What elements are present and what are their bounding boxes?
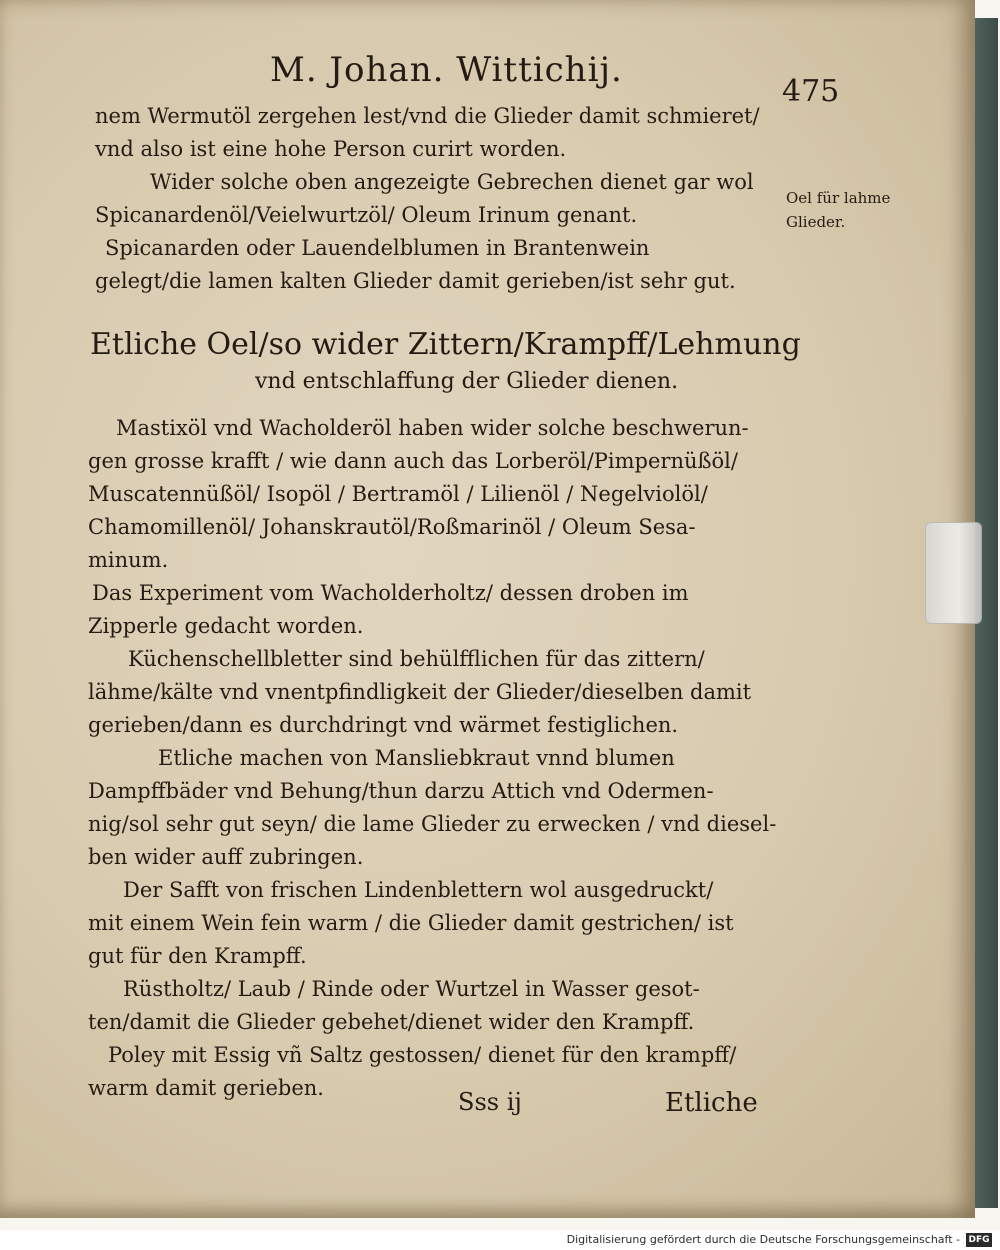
text-line: ten/damit die Glieder gebehet/dienet wider den Krampff.: [88, 1010, 695, 1034]
text-line: Chamomillenöl/ Johanskrautöl/Roßmarinöl / Oleum Sesa-: [88, 515, 696, 539]
text-line: gerieben/dann es durchdringt vnd wärmet festiglichen.: [88, 713, 679, 737]
text-line: Das Experiment vom Wacholderholtz/ dessen droben im: [92, 581, 689, 605]
text-line: Zipperle gedacht worden.: [88, 614, 364, 638]
paragraph-top: [95, 100, 775, 298]
running-head: M. Johan. Wittichij.: [270, 50, 623, 90]
text-line: Muscatennüßöl/ Isopöl / Bertramöl / Lilienöl / Negelviolöl/: [88, 482, 708, 506]
text-line: Spicanardenöl/Veielwurtzöl/ Oleum Irinum genant.: [95, 203, 638, 227]
margin-note-1: Oel für lahme: [786, 189, 891, 207]
paper-clip-tab: [925, 522, 982, 624]
text-line: Poley mit Essig vñ Saltz gestossen/ dienet für den krampff/: [108, 1043, 737, 1067]
text-line: Rüstholtz/ Laub / Rinde oder Wurtzel in Wasser gesot-: [123, 977, 700, 1001]
dfg-logo-icon: DFG: [966, 1233, 992, 1247]
text-line: Spicanarden oder Lauendelblumen in Brantenwein: [105, 236, 650, 260]
text-line: ben wider auff zubringen.: [88, 845, 364, 869]
digitization-credit: Digitalisierung gefördert durch die Deutsche Forschungsgemeinschaft -: [566, 1233, 960, 1246]
heading-line-1: Etliche Oel/so wider Zittern/Krampff/Lehmung: [90, 327, 801, 362]
signature-mark: Sss ij: [458, 1088, 522, 1116]
text-line: warm damit gerieben.: [88, 1076, 324, 1100]
margin-note-2: Glieder.: [786, 213, 846, 231]
heading-line-2: vnd entschlaffung der Glieder dienen.: [255, 369, 679, 394]
section-heading: [90, 325, 801, 399]
text-line: Der Safft von frischen Lindenblettern wol ausgedruckt/: [123, 878, 714, 902]
text-line: vnd also ist eine hohe Person curirt worden.: [95, 137, 567, 161]
paragraph-body: [88, 412, 788, 1105]
text-line: gelegt/die lamen kalten Glieder damit gerieben/ist sehr gut.: [95, 269, 736, 293]
text-line: Mastixöl vnd Wacholderöl haben wider solche beschwerun-: [116, 416, 749, 440]
text-line: gut für den Krampff.: [88, 944, 307, 968]
text-line: Dampffbäder vnd Behung/thun darzu Attich vnd Odermen-: [88, 779, 714, 803]
text-line: minum.: [88, 548, 169, 572]
catchword: Etliche: [665, 1088, 758, 1118]
text-line: Wider solche oben angezeigte Gebrechen dienet gar wol: [150, 170, 754, 194]
text-line: nig/sol sehr gut seyn/ die lame Glieder zu erwecken / vnd diesel-: [88, 812, 777, 836]
text-line: Küchenschellbletter sind behülfflichen für das zittern/: [128, 647, 705, 671]
text-line: nem Wermutöl zergehen lest/vnd die Glieder damit schmieret/: [95, 104, 760, 128]
text-line: lähme/kälte vnd vnentpfindligkeit der Glieder/dieselben damit: [88, 680, 752, 704]
text-line: mit einem Wein fein warm / die Glieder damit gestrichen/ ist: [88, 911, 734, 935]
text-line: Etliche machen von Mansliebkraut vnnd blumen: [158, 746, 675, 770]
text-line: gen grosse krafft / wie dann auch das Lorberöl/Pimpernüßöl/: [88, 449, 738, 473]
page-number: 475: [782, 74, 840, 109]
